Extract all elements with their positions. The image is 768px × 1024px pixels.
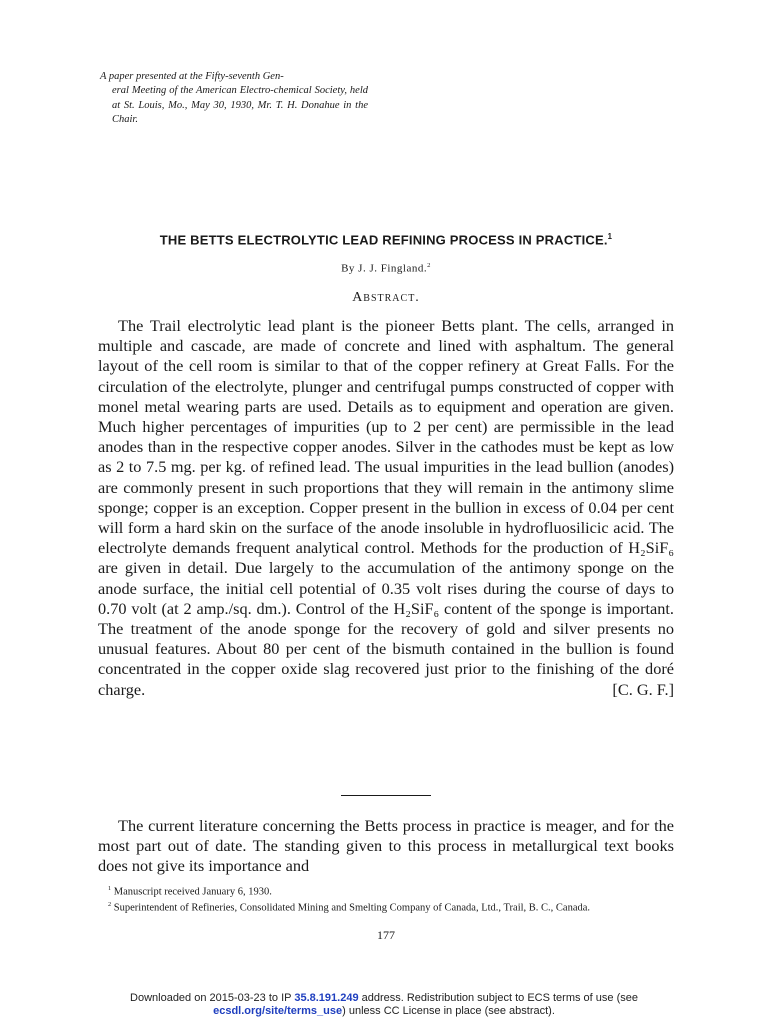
title-footnote-mark: 1: [607, 232, 613, 241]
meeting-note-line1: A paper presented at the Fifty-seventh Gen-: [100, 71, 284, 82]
byline-text: By J. J. Fingland.: [341, 262, 428, 275]
article-title-text: THE BETTS ELECTROLYTIC LEAD REFINING PROCESS IN PRACTICE.: [159, 232, 608, 248]
article-title: [96, 232, 676, 247]
abstract-signature: [C. G. F.]: [612, 679, 674, 699]
footnotes: [98, 883, 674, 914]
footnote-2: [98, 899, 674, 915]
download-prefix: Downloaded on 2015-03-23 to IP: [130, 992, 295, 1004]
meeting-note: [100, 70, 368, 128]
abstract-text: The Trail electrolytic lead plant is the pioneer Betts plant. The cells, arranged in multiple and cascade, are made of concrete and lined with asphaltum. The general layout of the cell room is similar to that of the copper refinery at Great Falls. For the circulation of the electrolyte, plunger and centrifugal pumps constructed of copper with monel metal wearing parts are used. Details as to equipment and operation are given. Much higher percentages of impurities (up to 2 per cent) are permissible in the lead anodes than in the respective copper anodes. Silver in the cathodes must be kept as low as 2 to 7.5 mg. per kg. of refined lead. The usual impurities in the lead bullion (anodes) are commonly present in such proportions that they will remain in the antimony slime sponge; copper is an exception. Copper present in the bullion in excess of 0.04 per cent will form a hard skin on the surface of the anode insoluble in hydrofluosilicic acid. The electrolyte demands frequent analytical control. Methods for the production of H₂SiF₆ are given in detail. Due largely to the accumulation of the antimony sponge on the anode surface, the initial cell potential of 0.35 volt rises during the course of days to 0.70 volt (at 2 amp./sq. dm.). Control of the H₂SiF₆ content of the sponge is important. The treatment of the anode sponge for the recovery of gold and silver presents no unusual features. About 80 per cent of the bismuth contained in the bullion is found concentrated in the copper oxide slag recovered just prior to the finishing of the doré charge.: [98, 316, 674, 699]
download-suffix: ) unless CC License in place (see abstract).: [342, 1004, 555, 1017]
byline: [96, 262, 676, 275]
meeting-note-rest: eral Meeting of the American Electro-chemical Society, held at St. Louis, Mo., May 30, 1930, Mr. T. H. Donahue in the Chair.: [112, 85, 368, 126]
section-divider: [341, 795, 431, 796]
page-number: 177: [377, 928, 395, 942]
footnote-1: [98, 883, 674, 899]
abstract-paragraph: [98, 316, 674, 700]
ip-address-link[interactable]: 35.8.191.249: [294, 992, 359, 1004]
footnote-mark: 2: [108, 900, 112, 908]
download-notice: [0, 992, 768, 1017]
body-paragraph: The current literature concerning the Betts process in practice is meager, and for the most part out of date. The standing given to this process in metallurgical text books does not give its importance and: [98, 816, 674, 876]
terms-of-use-link[interactable]: ecsdl.org/site/terms_use: [213, 1004, 343, 1017]
footnote-text: Manuscript received January 6, 1930.: [113, 886, 272, 898]
download-middle: address. Redistribution subject to ECS terms of use (see: [358, 992, 638, 1004]
footnote-text: Superintendent of Refineries, Consolidated Mining and Smelting Company of Canada, Ltd., Trail, B. C., Canada.: [113, 902, 591, 913]
footnote-mark: 1: [108, 885, 112, 892]
byline-footnote-mark: 2: [427, 262, 431, 269]
abstract-heading: Abstract.: [352, 290, 420, 305]
